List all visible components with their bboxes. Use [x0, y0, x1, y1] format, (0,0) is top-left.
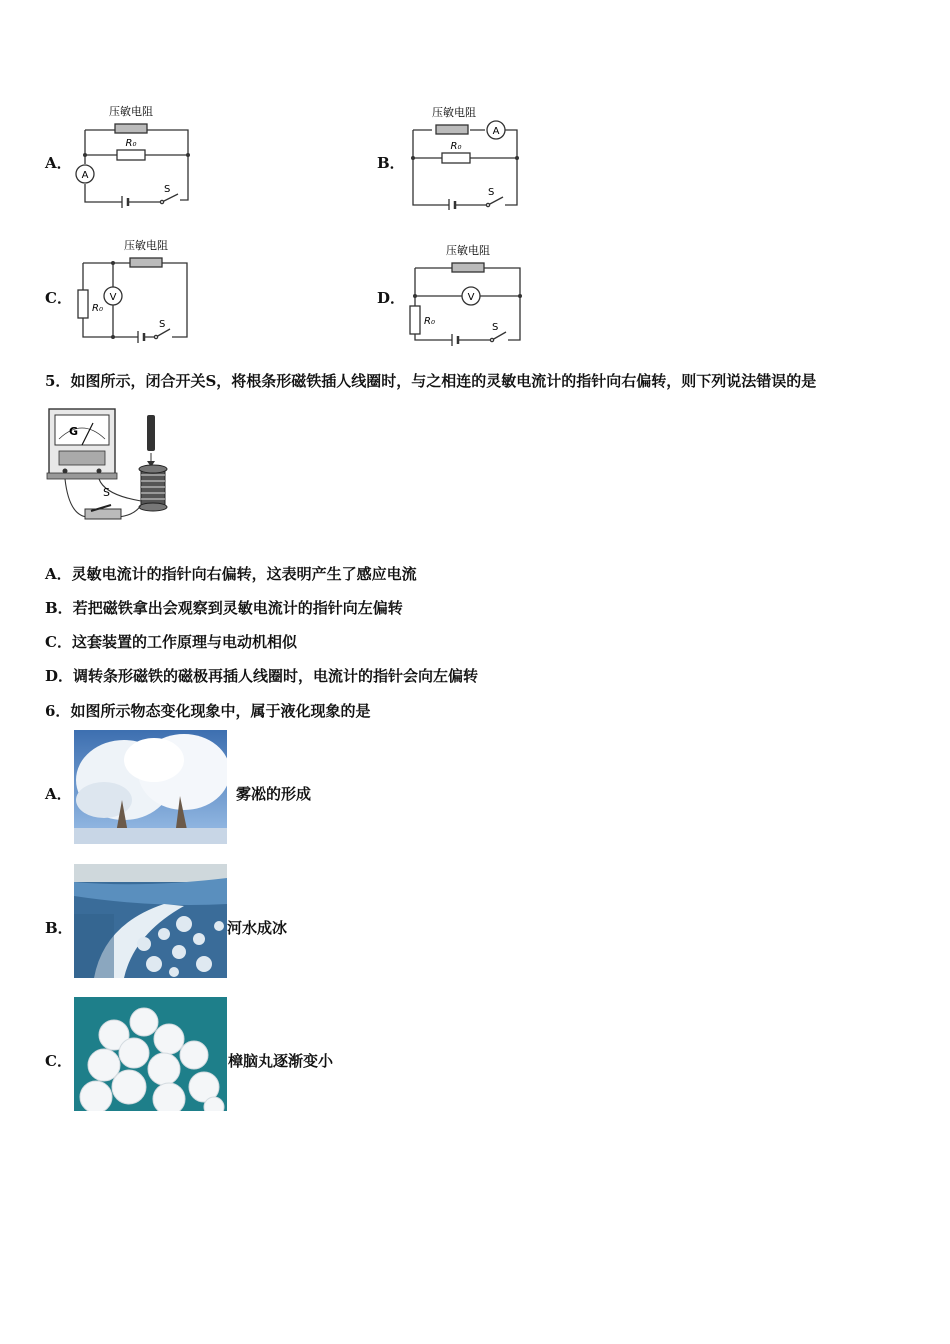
- r0-label: R₀: [92, 303, 103, 314]
- river-ice-photo[interactable]: [74, 864, 227, 978]
- resistor-label: 压敏电阻: [109, 105, 153, 118]
- circuit-d-diagram: [400, 240, 530, 350]
- question-number: 5．: [45, 372, 71, 390]
- option-d-letter: D．: [377, 289, 406, 307]
- q6-option-a-letter: A．: [45, 785, 72, 803]
- q5-option-b[interactable]: [45, 597, 403, 618]
- option-letter: D．: [45, 667, 74, 685]
- circuit-a-diagram: [70, 100, 200, 210]
- switch-label: S: [103, 486, 110, 499]
- option-text: 这套装置的工作原理与电动机相似: [71, 633, 297, 651]
- option-text: 若把磁铁拿出会观察到灵敏电流计的指针向左偏转: [72, 599, 403, 617]
- question-6-stem: [45, 700, 370, 721]
- q5-option-a[interactable]: [45, 563, 417, 584]
- option-text: 灵敏电流计的指针向右偏转，这表明产生了感应电流: [71, 565, 417, 583]
- resistor-label: 压敏电阻: [432, 106, 476, 119]
- galvanometer-label: G: [69, 425, 79, 438]
- question-text: 如图所示物态变化现象中，属于液化现象的是: [70, 702, 371, 720]
- q6-option-c-caption: 樟脑丸逐渐变小: [228, 1052, 334, 1070]
- option-text: 调转条形磁铁的磁极再插人线圈时，电流计的指针会向左偏转: [73, 667, 479, 685]
- galvanometer-coil-figure: [45, 405, 185, 530]
- question-5-stem: [45, 370, 816, 391]
- q5-option-d[interactable]: [45, 665, 478, 686]
- r0-label: R₀: [125, 138, 137, 149]
- option-a-letter: A．: [45, 154, 72, 172]
- switch-label: S: [492, 322, 499, 333]
- mothballs-photo[interactable]: [74, 997, 227, 1111]
- q6-option-a-caption: 雾凇的形成: [236, 785, 312, 803]
- switch-label: S: [159, 319, 166, 330]
- resistor-label: 压敏电阻: [124, 239, 168, 252]
- r0-label: R₀: [450, 141, 462, 152]
- question-number: 6．: [45, 702, 71, 720]
- q6-option-b-letter: B．: [45, 919, 73, 937]
- switch-label: S: [164, 184, 171, 195]
- meter-label: V: [109, 292, 117, 303]
- meter-label: V: [467, 292, 475, 303]
- resistor-label: 压敏电阻: [446, 244, 490, 257]
- option-c-letter: C．: [45, 289, 72, 307]
- option-letter: C．: [45, 633, 72, 651]
- question-text: 如图所示，闭合开关S，将根条形磁铁插人线圈时，与之相连的灵敏电流计的指针向右偏转，则下列说法错误的是: [70, 372, 817, 390]
- q6-option-b-caption: 河水成冰: [227, 919, 288, 937]
- meter-label: A: [492, 126, 500, 137]
- circuit-b-diagram: [400, 100, 530, 210]
- meter-label: A: [81, 170, 89, 181]
- switch-label: S: [488, 187, 495, 198]
- r0-label: R₀: [424, 316, 435, 327]
- option-letter: B．: [45, 599, 73, 617]
- circuit-c-diagram: [70, 235, 200, 345]
- option-b-letter: B．: [377, 154, 405, 172]
- q6-option-c-letter: C．: [45, 1052, 72, 1070]
- q5-option-c[interactable]: [45, 631, 297, 652]
- rime-photo[interactable]: [74, 730, 227, 844]
- option-letter: A．: [45, 565, 72, 583]
